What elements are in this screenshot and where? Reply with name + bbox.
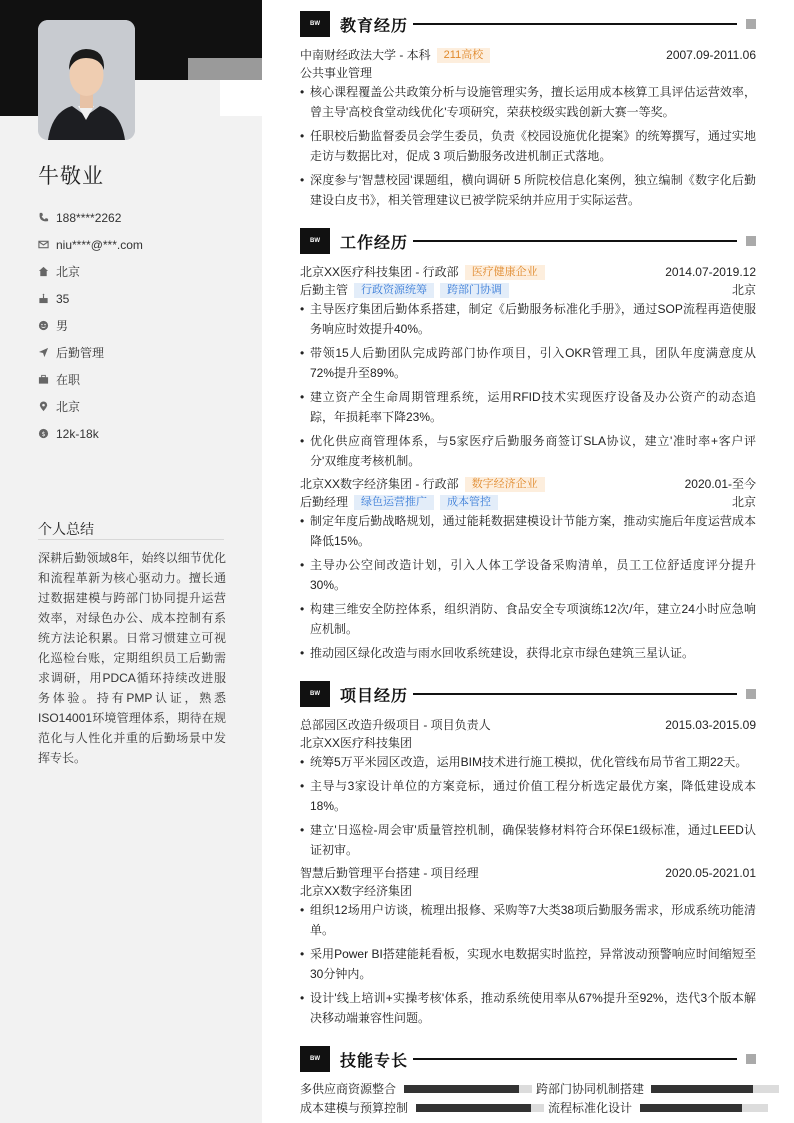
section-title: 项目经历 [340, 688, 409, 705]
section-rule [413, 240, 737, 242]
list-item: • 优化供应商管理体系，与5家医疗后勤服务商签订SLA协议，建立'准时率+客户评分'双维度考核机制。 [300, 434, 756, 468]
list-item: • 带领15人后勤团队完成跨部门协作项目，引入OKR管理工具，团队年度满意度从72%提升至89%。 [300, 346, 756, 380]
work-company-row [300, 263, 756, 281]
project-name: 总部园区改造升级项目 - 项目负责人 [300, 718, 491, 732]
school-tag: 211高校 [437, 48, 491, 63]
skill-bar-fill [640, 1104, 742, 1112]
skill-bar-fill [404, 1085, 519, 1093]
work-company-row [300, 475, 756, 493]
list-item: • 核心课程覆盖公共政策分析与设施管理实务，擅长运用成本核算工具评估运营效率，曾主导'高校食堂动线优化'专项研究，荣获校级实践创新大赛一等奖。 [300, 85, 756, 119]
header-accent [188, 58, 262, 80]
send-icon [38, 347, 56, 358]
section-title: 技能专长 [340, 1053, 409, 1070]
section-square [746, 19, 756, 29]
list-item: • 主导与3家设计单位的方案竞标，通过价值工程分析选定最优方案，降低建设成本18%。 [300, 779, 756, 813]
list-item: • 建立资产全生命周期管理系统，运用RFID技术实现医疗设备及办公资产的动态追踪，年损耗率下降23%。 [300, 390, 756, 424]
list-item: • 组织12场用户访谈，梳理出报修、采购等7大类38项后勤服务需求，形成系统功能清单。 [300, 903, 756, 937]
project-org: 北京XX医疗科技集团 [300, 736, 413, 750]
company-tag: 医疗健康企业 [465, 265, 545, 280]
work-date: 2014.07-2019.12 [665, 265, 756, 279]
candidate-name: 牛敬业 [38, 165, 104, 188]
role-tag: 行政资源统筹 [354, 283, 434, 298]
education-major-row [300, 64, 756, 82]
info-salary: $ 12k-18k [38, 420, 143, 447]
section-rule [413, 693, 737, 695]
section-badge: BW [300, 228, 330, 254]
role: 后勤经理 [300, 495, 349, 509]
company-name: 北京XX数字经济集团 - 行政部 [300, 477, 459, 491]
skill-bar [404, 1085, 532, 1093]
skill-label: 多供应商资源整合 [300, 1082, 397, 1096]
work-city: 北京 [731, 283, 756, 297]
location-icon [38, 401, 56, 412]
skill-label: 成本建模与预算控制 [300, 1101, 409, 1115]
project-date: 2020.05-2021.01 [665, 866, 756, 880]
cake-icon [38, 293, 56, 304]
project-org: 北京XX数字经济集团 [300, 884, 413, 898]
section-title: 教育经历 [340, 18, 409, 35]
section-rule [413, 1058, 737, 1060]
skill-bar-fill [416, 1104, 531, 1112]
list-item: • 主导办公空间改造计划，引入人体工学设备采购清单，员工工位舒适度评分提升30%。 [300, 558, 756, 592]
info-email: niu****@***.com [38, 231, 143, 258]
header-accent [220, 80, 262, 116]
list-item: • 任职校后勤监督委员会学生委员，负责《校园设施优化提案》的统筹撰写，通过实地走访与数据比对，促成 3 项后勤服务改进机制正式落地。 [300, 129, 756, 163]
info-age: 35 [38, 285, 143, 312]
info-home: 北京 [38, 258, 143, 285]
salary-icon [38, 428, 56, 439]
school-name: 中南财经政法大学 - 本科 [300, 48, 431, 62]
section-project-header [300, 681, 756, 707]
info-gender: 男 [38, 312, 143, 339]
section-title: 工作经历 [340, 235, 409, 252]
svg-text:$: $ [41, 429, 46, 438]
section-badge: BW [300, 681, 330, 707]
section-badge: BW [300, 1046, 330, 1072]
avatar [38, 20, 135, 140]
mail-icon [38, 239, 56, 250]
summary-divider [38, 539, 224, 540]
project-name-row [300, 716, 756, 734]
work-role-row [300, 493, 756, 511]
skill-bar [640, 1104, 768, 1112]
list-item: • 深度参与'智慧校园'课题组，横向调研 5 所院校信息化案例，独立编制《数字化后勤建设白皮书》，相关管理建议已被学院采纳并应用于实际运营。 [300, 173, 756, 207]
list-item: • 设计'线上培训+实操考核'体系，推动系统使用率从67%提升至92%，迭代3个版本解决移动端兼容性问题。 [300, 991, 756, 1025]
skill-bar [651, 1085, 779, 1093]
skill-bar [416, 1104, 544, 1112]
phone-icon [38, 212, 56, 223]
role: 后勤主管 [300, 283, 349, 297]
skill-label: 跨部门协同机制搭建 [536, 1082, 645, 1096]
skill-bar-fill [651, 1085, 753, 1093]
list-item: • 制定年度后勤战略规划，通过能耗数据建模设计节能方案，推动实施后年度运营成本降低15%。 [300, 514, 756, 548]
portrait-image [38, 20, 135, 140]
section-square [746, 236, 756, 246]
list-item: • 采用Power BI搭建能耗看板，实现水电数据实时监控，异常波动预警响应时间缩短至30分钟内。 [300, 947, 756, 981]
info-location: 北京 [38, 393, 143, 420]
education-school-row [300, 46, 756, 64]
gender-icon [38, 320, 56, 331]
info-status: 在职 [38, 366, 143, 393]
section-square [746, 1054, 756, 1064]
work-role-row [300, 281, 756, 299]
list-item: • 建立'日巡检-周会审'质量管控机制，确保装修材料符合环保E1级标准，通过LEED认证初审。 [300, 823, 756, 857]
major: 公共事业管理 [300, 66, 373, 80]
list-item: • 推动园区绿化改造与雨水回收系统建设，获得北京市绿色建筑三星认证。 [300, 646, 695, 660]
section-work-header [300, 228, 756, 254]
role-tag: 跨部门协调 [440, 283, 509, 298]
section-badge: BW [300, 11, 330, 37]
work-city: 北京 [731, 495, 756, 509]
list-item: • 主导医疗集团后勤体系搭建，制定《后勤服务标准化手册》，通过SOP流程再造使服务响应时效提升40%。 [300, 302, 756, 336]
project-org-row [300, 734, 756, 752]
section-square [746, 689, 756, 699]
work-date: 2020.01-至今 [684, 477, 756, 491]
info-phone: 188****2262 [38, 204, 143, 231]
briefcase-icon [38, 374, 56, 385]
project-date: 2015.03-2015.09 [665, 718, 756, 732]
info-position: 后勤管理 [38, 339, 143, 366]
section-education-header [300, 11, 756, 37]
section-rule [413, 23, 737, 25]
list-item: • 构建三维安全防控体系，组织消防、食品安全专项演练12次/年，建立24小时应急响应机制。 [300, 602, 756, 636]
project-org-row [300, 882, 756, 900]
project-name: 智慧后勤管理平台搭建 - 项目经理 [300, 866, 479, 880]
section-skills-header [300, 1046, 756, 1072]
sidebar [0, 0, 262, 1123]
contact-info [38, 204, 143, 447]
company-tag: 数字经济企业 [465, 477, 545, 492]
project-name-row [300, 864, 756, 882]
role-tag: 成本管控 [440, 495, 498, 510]
company-name: 北京XX医疗科技集团 - 行政部 [300, 265, 459, 279]
skill-label: 流程标准化设计 [548, 1101, 633, 1115]
role-tag: 绿色运营推广 [354, 495, 434, 510]
summary-title: 个人总结 [38, 521, 94, 537]
header-block [0, 80, 38, 116]
education-date: 2007.09-2011.06 [666, 48, 756, 62]
home-icon [38, 266, 56, 277]
summary-text: 深耕后勤领域8年，始终以细节优化和流程革新为核心驱动力。擅长通过数据建模与跨部门协同提升运营效率，对绿色办公、成本控制有系统方法论积累。日常习惯建立可视化巡检台账，定期组织员工后勤需求调研，用PDCA循环持续改进服务体验。持有PMP认证，熟悉ISO14001环境管理体系，期待在规范化与人性化并重的后勤场景中发挥专长。 [38, 551, 226, 765]
list-item: • 统筹5万平米园区改造，运用BIM技术进行施工模拟，优化管线布局节省工期22天。 [300, 755, 748, 769]
